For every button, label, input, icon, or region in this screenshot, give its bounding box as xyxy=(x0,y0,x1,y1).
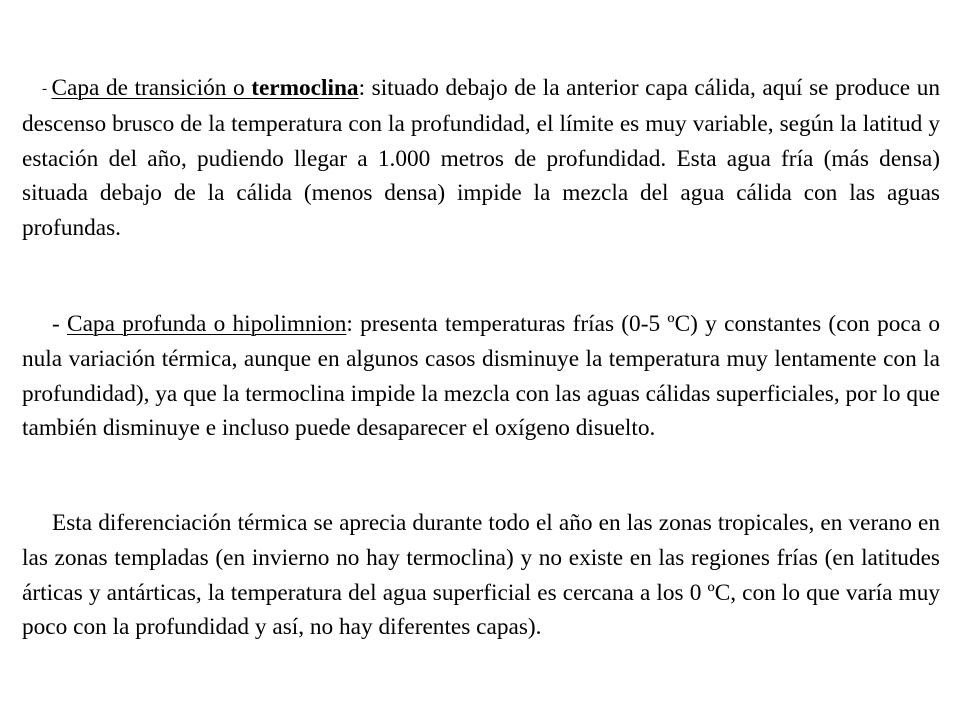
paragraph-body: situado debajo de la anterior capa cálida, aquí se produce un descenso brusco de la temperatura con la profundidad, el límite es muy variable, según la latitud y estación del año, pudiendo llegar a 1.000 metros de profundidad. Esta agua fría (más densa) situada debajo de la cálida (menos densa) impide la mezcla del agua cálida con las aguas profundas. xyxy=(22,75,941,242)
list-dash: - xyxy=(52,311,68,338)
paragraph-termoclina xyxy=(22,71,940,246)
list-dash: - xyxy=(42,81,52,98)
paragraph-hipolimnion xyxy=(22,307,940,446)
term-colon: : xyxy=(346,311,361,338)
paragraph-body: Esta diferenciación térmica se aprecia durante todo el año en las zonas tropicales, en verano en las zonas templadas (en invierno no hay termoclina) y no existe en las regiones frías (en latitudes árticas y antárticas, la temperatura del agua superficial es cercana a los 0 ºC, con lo que varía muy poco con la profundidad y así, no hay diferentes capas). xyxy=(22,510,940,641)
term-bold: termoclina xyxy=(251,75,359,102)
paragraph-body: presenta temperaturas frías (0-5 ºC) y constantes (con poca o nula variación térmica, aunque en algunos casos disminuye la temperatura muy lentamente con la profundidad), ya que la termoclina impide la mezcla con las aguas cálidas superficiales, por lo que también disminuye e incluso puede desaparecer el oxígeno disuelto. xyxy=(22,311,941,442)
term-colon: : xyxy=(358,75,372,102)
paragraph-diferenciacion xyxy=(22,506,940,645)
term-text: Capa de transición o xyxy=(51,75,252,102)
term-heading xyxy=(52,75,359,101)
term-heading: Capa profunda o hipolimnion xyxy=(67,311,347,338)
